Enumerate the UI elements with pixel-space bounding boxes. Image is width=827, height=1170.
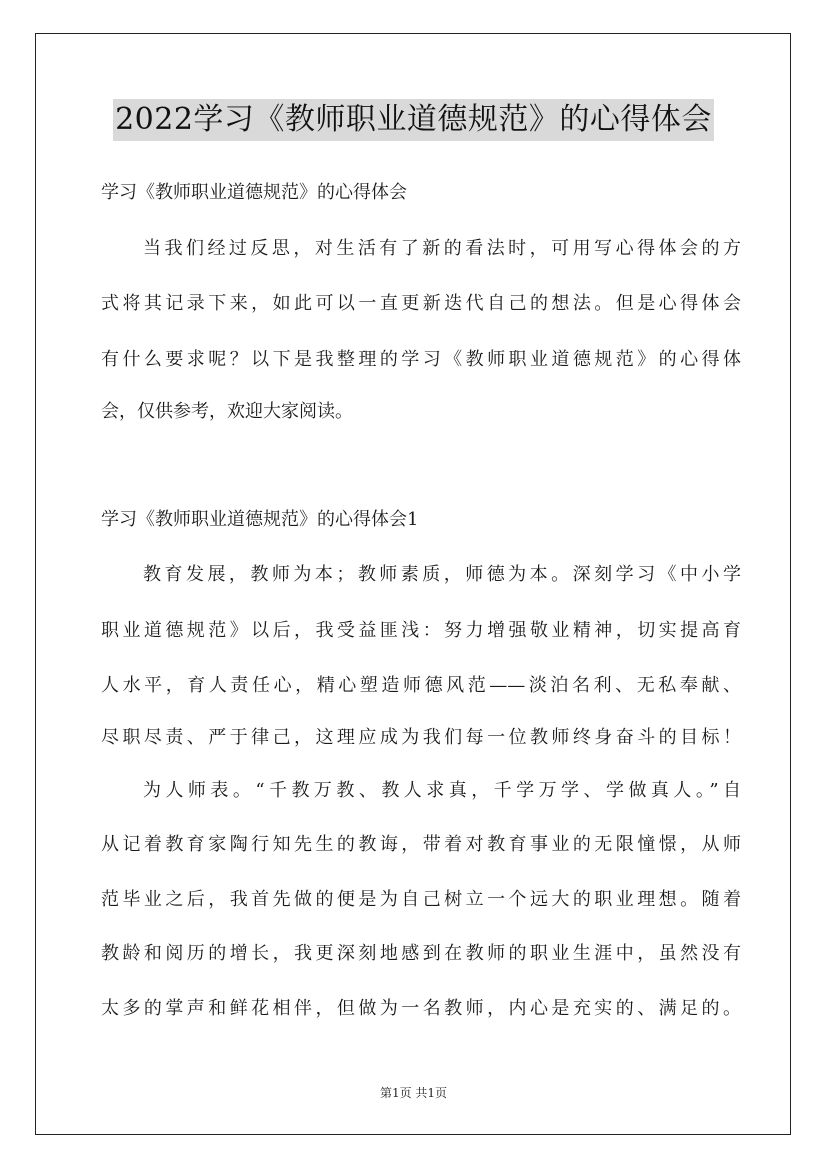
intro-line-3: 有什么要求呢？以下是我整理的学习《教师职业道德规范》的心得体	[101, 349, 741, 370]
paragraph1-line-4: 尽职尽责、严于律己，这理应成为我们每一位教师终身奋斗的目标！	[101, 727, 741, 748]
intro-line-1: 当我们经过反思，对生活有了新的看法时，可用写心得体会的方	[143, 238, 741, 259]
paragraph1-line-3: 人水平，育人责任心，精心塑造师德风范——淡泊名利、无私奉献、	[101, 675, 741, 696]
paragraph2-line-1: 为人师表。“千教万教、教人求真，千学万学、学做真人。”自	[143, 780, 741, 801]
document-title: 2022学习《教师职业道德规范》的心得体会	[113, 99, 714, 141]
title-container	[0, 99, 827, 141]
intro-line-2: 式将其记录下来，如此可以一直更新迭代自己的想法。但是心得体会	[101, 293, 741, 314]
paragraph2-line-4: 教龄和阅历的增长，我更深刻地感到在教师的职业生涯中，虽然没有	[101, 943, 741, 964]
section-heading: 学习《教师职业道德规范》的心得体会1	[101, 509, 419, 530]
paragraph1-line-1: 教育发展，教师为本；教师素质，师德为本。深刻学习《中小学	[143, 564, 741, 585]
page-footer: 第1页 共1页	[379, 1086, 448, 1100]
paragraph2-line-3: 范毕业之后，我首先做的便是为自己树立一个远大的职业理想。随着	[101, 889, 741, 910]
intro-line-4: 会，仅供参考，欢迎大家阅读。	[101, 401, 353, 422]
paragraph2-line-2: 从记着教育家陶行知先生的教诲，带着对教育事业的无限憧憬，从师	[101, 834, 741, 855]
paragraph2-line-5: 太多的掌声和鲜花相伴，但做为一名教师，内心是充实的、满足的。	[101, 998, 741, 1019]
subtitle: 学习《教师职业道德规范》的心得体会	[101, 182, 407, 203]
paragraph1-line-2: 职业道德规范》以后，我受益匪浅：努力增强敬业精神，切实提高育	[101, 620, 741, 641]
